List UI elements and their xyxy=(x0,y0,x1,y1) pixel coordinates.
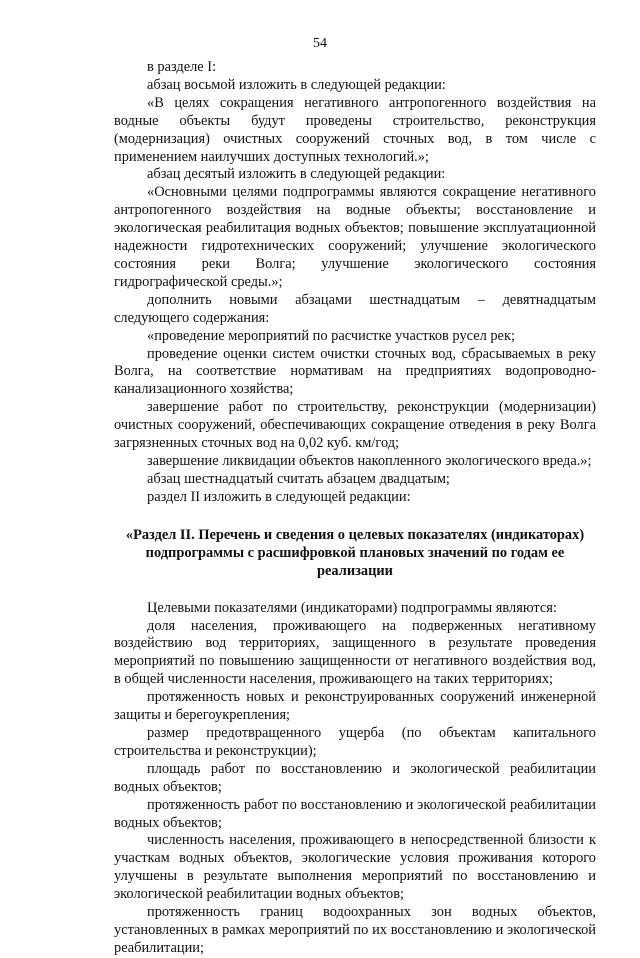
paragraph-new-nineteenth: завершение ликвидации объектов накопленного экологического вреда.»; xyxy=(147,452,592,469)
paragraph-tenth-text: «Основными целями подпрограммы являются сокращение негативного антропогенного воздействия на водные объекты; восстановление и экологическая реабилитация водных объектов; повышение эксплуатационной надежности гидротехнических сооружений; улучшение экологического состояния реки Волга; улучшение экологического состояния гидрографической среды.»; xyxy=(114,184,596,290)
paragraph-new-eighteenth: завершение работ по строительству, реконструкции (модернизации) очистных сооружений, обеспечивающих сокращение отведения в реку Волга загрязненных сточных вод на 0,02 куб. км/год; xyxy=(114,399,596,452)
paragraph-renumber: абзац шестнадцатый считать абзацем двадцатым; xyxy=(147,470,450,487)
section-heading-line-1: «Раздел II. Перечень и сведения о целевых показателях (индикаторах) xyxy=(125,526,585,543)
paragraph-new-sixteenth: «проведение мероприятий по расчистке участков русел рек; xyxy=(147,327,515,344)
paragraph-add-new: дополнить новыми абзацами шестнадцатым – девятнадцатым следующего содержания: xyxy=(114,291,596,326)
paragraph-indicator-prevented-damage: размер предотвращенного ущерба (по объектам капитального строительства и реконструкции); xyxy=(114,725,596,759)
paragraph-indicator-population-share: доля населения, проживающего на подверженных негативному воздействию вод территориях, защищенного в результате проведения мероприятий по повышению защищенности от негативного воздействия вод, в общей численности населения, проживающего на таких территориях; xyxy=(114,617,596,688)
paragraph-section-two-intro: раздел II изложить в следующей редакции: xyxy=(147,488,411,505)
paragraph-indicator-population-improved: численность населения, проживающего в непосредственной близости к участкам водных объектов, экологические условия проживания которого улучшены в результате выполнения мероприятий по восстановлению и экологической реабилитации водных объектов; xyxy=(114,832,596,903)
section-heading-line-2: подпрограммы с расшифровкой плановых значений по годам ее реализации xyxy=(145,544,565,579)
paragraph-section-one-intro: в разделе I: xyxy=(147,59,217,75)
paragraph-new-seventeenth: проведение оценки систем очистки сточных вод, сбрасываемых в реку Волга, на соответствие нормативам на предприятиях водопроводно-канализационного хозяйства; xyxy=(114,345,596,398)
paragraph-indicator-restoration-length: протяженность работ по восстановлению и экологической реабилитации водных объектов; xyxy=(114,796,596,831)
paragraph-indicators-intro: Целевыми показателями (индикаторами) подпрограммы являются: xyxy=(147,599,557,616)
paragraph-indicator-water-zone-length: протяженность границ водоохранных зон водных объектов, установленных в рамках мероприятий по их восстановлению и экологической реабилитации; xyxy=(114,904,596,956)
paragraph-eighth-text: «В целях сокращения негативного антропогенного воздействия на водные объекты будут проведены строительство, реконструкция (модернизация) очистных сооружений сточных вод, в том числе с применением наилучших доступных технологий.»; xyxy=(114,94,596,165)
document-body xyxy=(114,59,596,958)
section-heading xyxy=(114,526,596,580)
paragraph-amend-eighth: абзац восьмой изложить в следующей редакции: xyxy=(147,76,446,93)
paragraph-amend-tenth: абзац десятый изложить в следующей редакции: xyxy=(147,166,446,183)
page-number: 54 xyxy=(313,36,327,51)
paragraph-indicator-protection-length: протяженность новых и реконструированных сооружений инженерной защиты и берегоукрепления; xyxy=(114,689,596,724)
paragraph-indicator-restoration-area: площадь работ по восстановлению и экологической реабилитации водных объектов; xyxy=(114,760,596,795)
